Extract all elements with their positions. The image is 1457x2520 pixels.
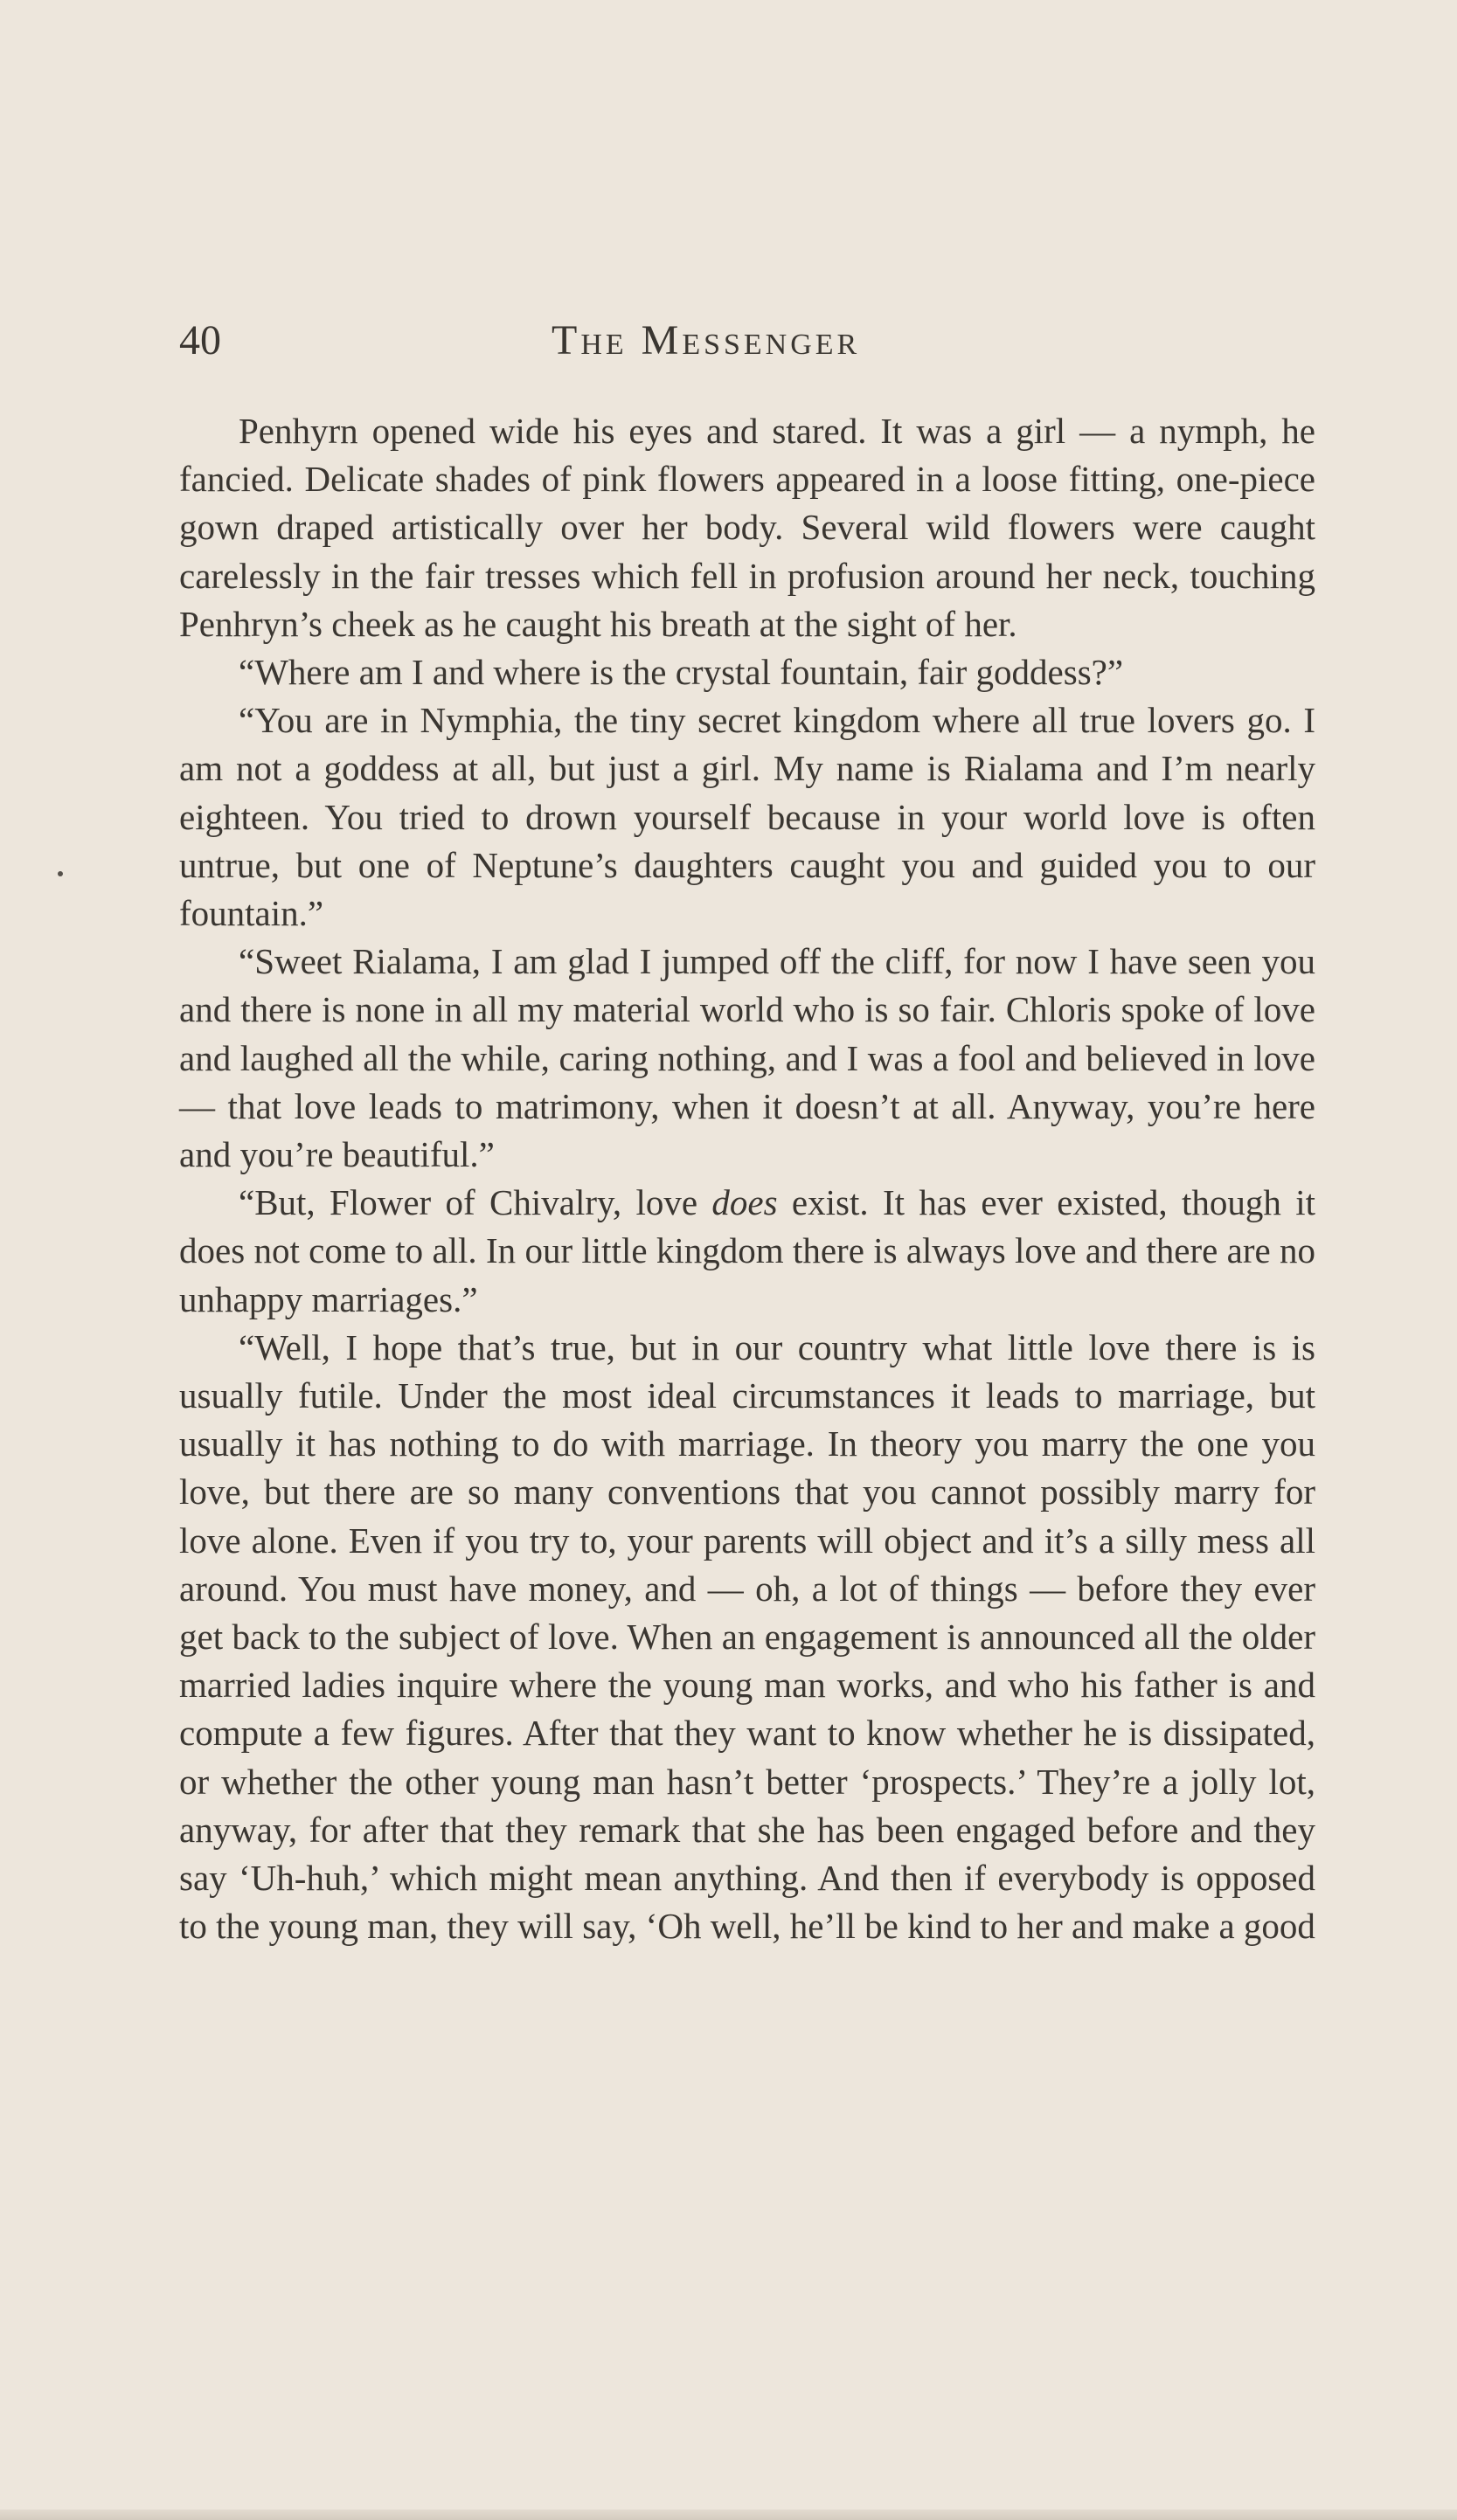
paragraph-5-emphasis: does bbox=[711, 1182, 778, 1223]
page-bottom-edge bbox=[0, 2510, 1457, 2520]
body-text bbox=[179, 407, 1315, 1951]
page-number: 40 bbox=[179, 317, 221, 363]
paragraph-3: “You are in Nymphia, the tiny secret kingdom where all true lovers go. I am not a goddess at all, but just a girl. My name is Rialama and I’m nearly eighteen. You tried to drown yourself because in your world love is often untrue, but one of Neptune’s daughters caught you and guided you to our fountain.” bbox=[179, 700, 1315, 934]
paragraph-4: “Sweet Rialama, I am glad I jumped off the cliff, for now I have seen you and there is none in all my material world who is so fair. Chloris spoke of love and laughed all the while, caring nothing, and I was a fool and believed in love — that love leads to matrimony, when it doesn’t at all. Anyway, you’re here and you’re beautiful.” bbox=[179, 941, 1315, 1175]
running-title: The Messenger bbox=[552, 317, 861, 363]
paragraph-1: Penhyrn opened wide his eyes and stared. It was a girl — a nymph, he fancied. Delicate shades of pink flowers appeared in a loose fitting, one-piece gown draped artistically over her body. Several wild flowers were caught carelessly in the fair tresses which fell in profusion around her neck, touching Penhryn’s cheek as he caught his breath at the sight of her. bbox=[179, 411, 1315, 644]
paragraph-5-start: “But, Flower of Chivalry, love bbox=[239, 1182, 712, 1223]
paper-speck bbox=[58, 871, 63, 876]
paragraph-6: “Well, I hope that’s true, but in our country what little love there is is usually futile. Under the most ideal circumstances it leads to marriage, but usually it has nothing to do with marriage. In theory you marry the one you love, but there are so many conventions that you cannot possibly marry for love alone. Even if you try to, your parents will object and it’s a silly mess all around. You must have money, and — oh, a lot of things — before they ever get back to the subject of love. When an engagement is announced all the older married ladies inquire where the young man works, and who his father is and compute a few figures. After that they want to know whether he is dissipated, or whether the other young man hasn’t better ‘prospects.’ They’re a jolly lot, anyway, for after that they remark that she has been engaged before and they say ‘Uh-huh,’ which might mean anything. And then if everybody is opposed to the young man, they will say, ‘Oh well, he’ll be kind to her and make a good bbox=[179, 1326, 1315, 1947]
paragraph-5-end: exist. It has ever existed, though it does not come to all. In our little kingdom there is always love and there are no unhappy marriages.” bbox=[179, 1182, 1315, 1319]
paragraph-5 bbox=[179, 1179, 1315, 1324]
paragraph-2: “Where am I and where is the crystal fountain, fair goddess?” bbox=[239, 652, 1124, 693]
page-header bbox=[179, 310, 1315, 371]
